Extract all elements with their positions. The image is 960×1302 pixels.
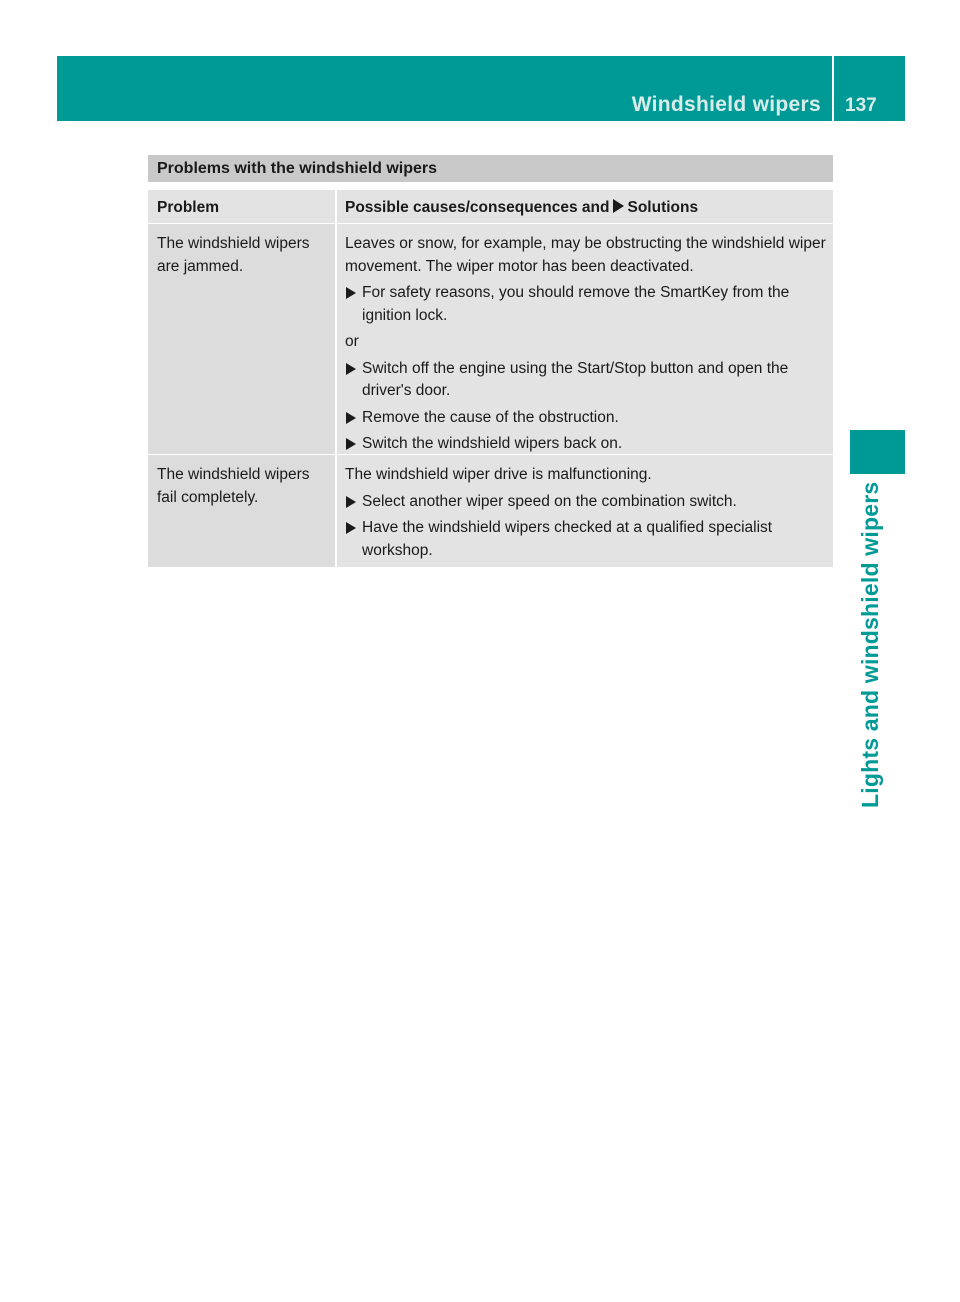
solution-step xyxy=(345,433,829,456)
table-row-2-solution xyxy=(337,455,833,567)
header-bar xyxy=(57,56,905,121)
action-arrow-icon xyxy=(346,438,356,450)
step-text: Remove the cause of the obstruction. xyxy=(362,408,619,426)
column-header-problem-label: Problem xyxy=(157,199,220,216)
action-arrow-icon xyxy=(346,496,356,508)
section-title: Windshield wipers xyxy=(631,93,821,116)
column-header-solutions-prefix: Possible causes/consequences and xyxy=(345,199,610,216)
chapter-label: Lights and windshield wipers xyxy=(857,481,883,808)
table-row-1-problem xyxy=(148,224,335,454)
cause-text: Leaves or snow, for example, may be obstructing the windshield wiper movement. The wiper motor has been deactivated. xyxy=(345,235,826,275)
table-row-2-problem xyxy=(148,455,335,567)
action-arrow-icon xyxy=(346,287,356,299)
cause-text: The windshield wiper drive is malfunctioning. xyxy=(345,466,652,483)
column-header-solutions-suffix: Solutions xyxy=(627,199,699,216)
column-header-solutions xyxy=(337,190,833,223)
step-text: Switch the windshield wipers back on. xyxy=(362,435,623,452)
action-arrow-icon xyxy=(613,199,624,213)
solution-step xyxy=(345,407,829,430)
table-title: Problems with the windshield wipers xyxy=(148,155,833,182)
or-text: or xyxy=(345,333,359,350)
action-arrow-icon xyxy=(346,412,356,424)
solution-step xyxy=(345,358,829,403)
solution-step xyxy=(345,491,829,514)
step-text: Switch off the engine using the Start/Stop button and open the driver's door. xyxy=(362,359,789,399)
problem-text: The windshield wipers are jammed. xyxy=(157,235,310,275)
step-text: Select another wiper speed on the combination switch. xyxy=(362,492,737,510)
solution-step xyxy=(345,517,829,562)
chapter-tab xyxy=(850,430,905,474)
header-divider xyxy=(832,56,834,121)
page-number: 137 xyxy=(845,95,877,116)
step-text: Have the windshield wipers checked at a qualified specialist workshop. xyxy=(362,519,773,559)
action-arrow-icon xyxy=(346,363,356,375)
action-arrow-icon xyxy=(346,522,356,534)
problem-text: The windshield wipers fail completely. xyxy=(157,466,310,506)
table-row-1-solution xyxy=(337,224,833,454)
solution-step xyxy=(345,282,829,327)
step-text: For safety reasons, you should remove the SmartKey from the ignition lock. xyxy=(362,284,790,324)
column-header-problem xyxy=(148,190,335,223)
